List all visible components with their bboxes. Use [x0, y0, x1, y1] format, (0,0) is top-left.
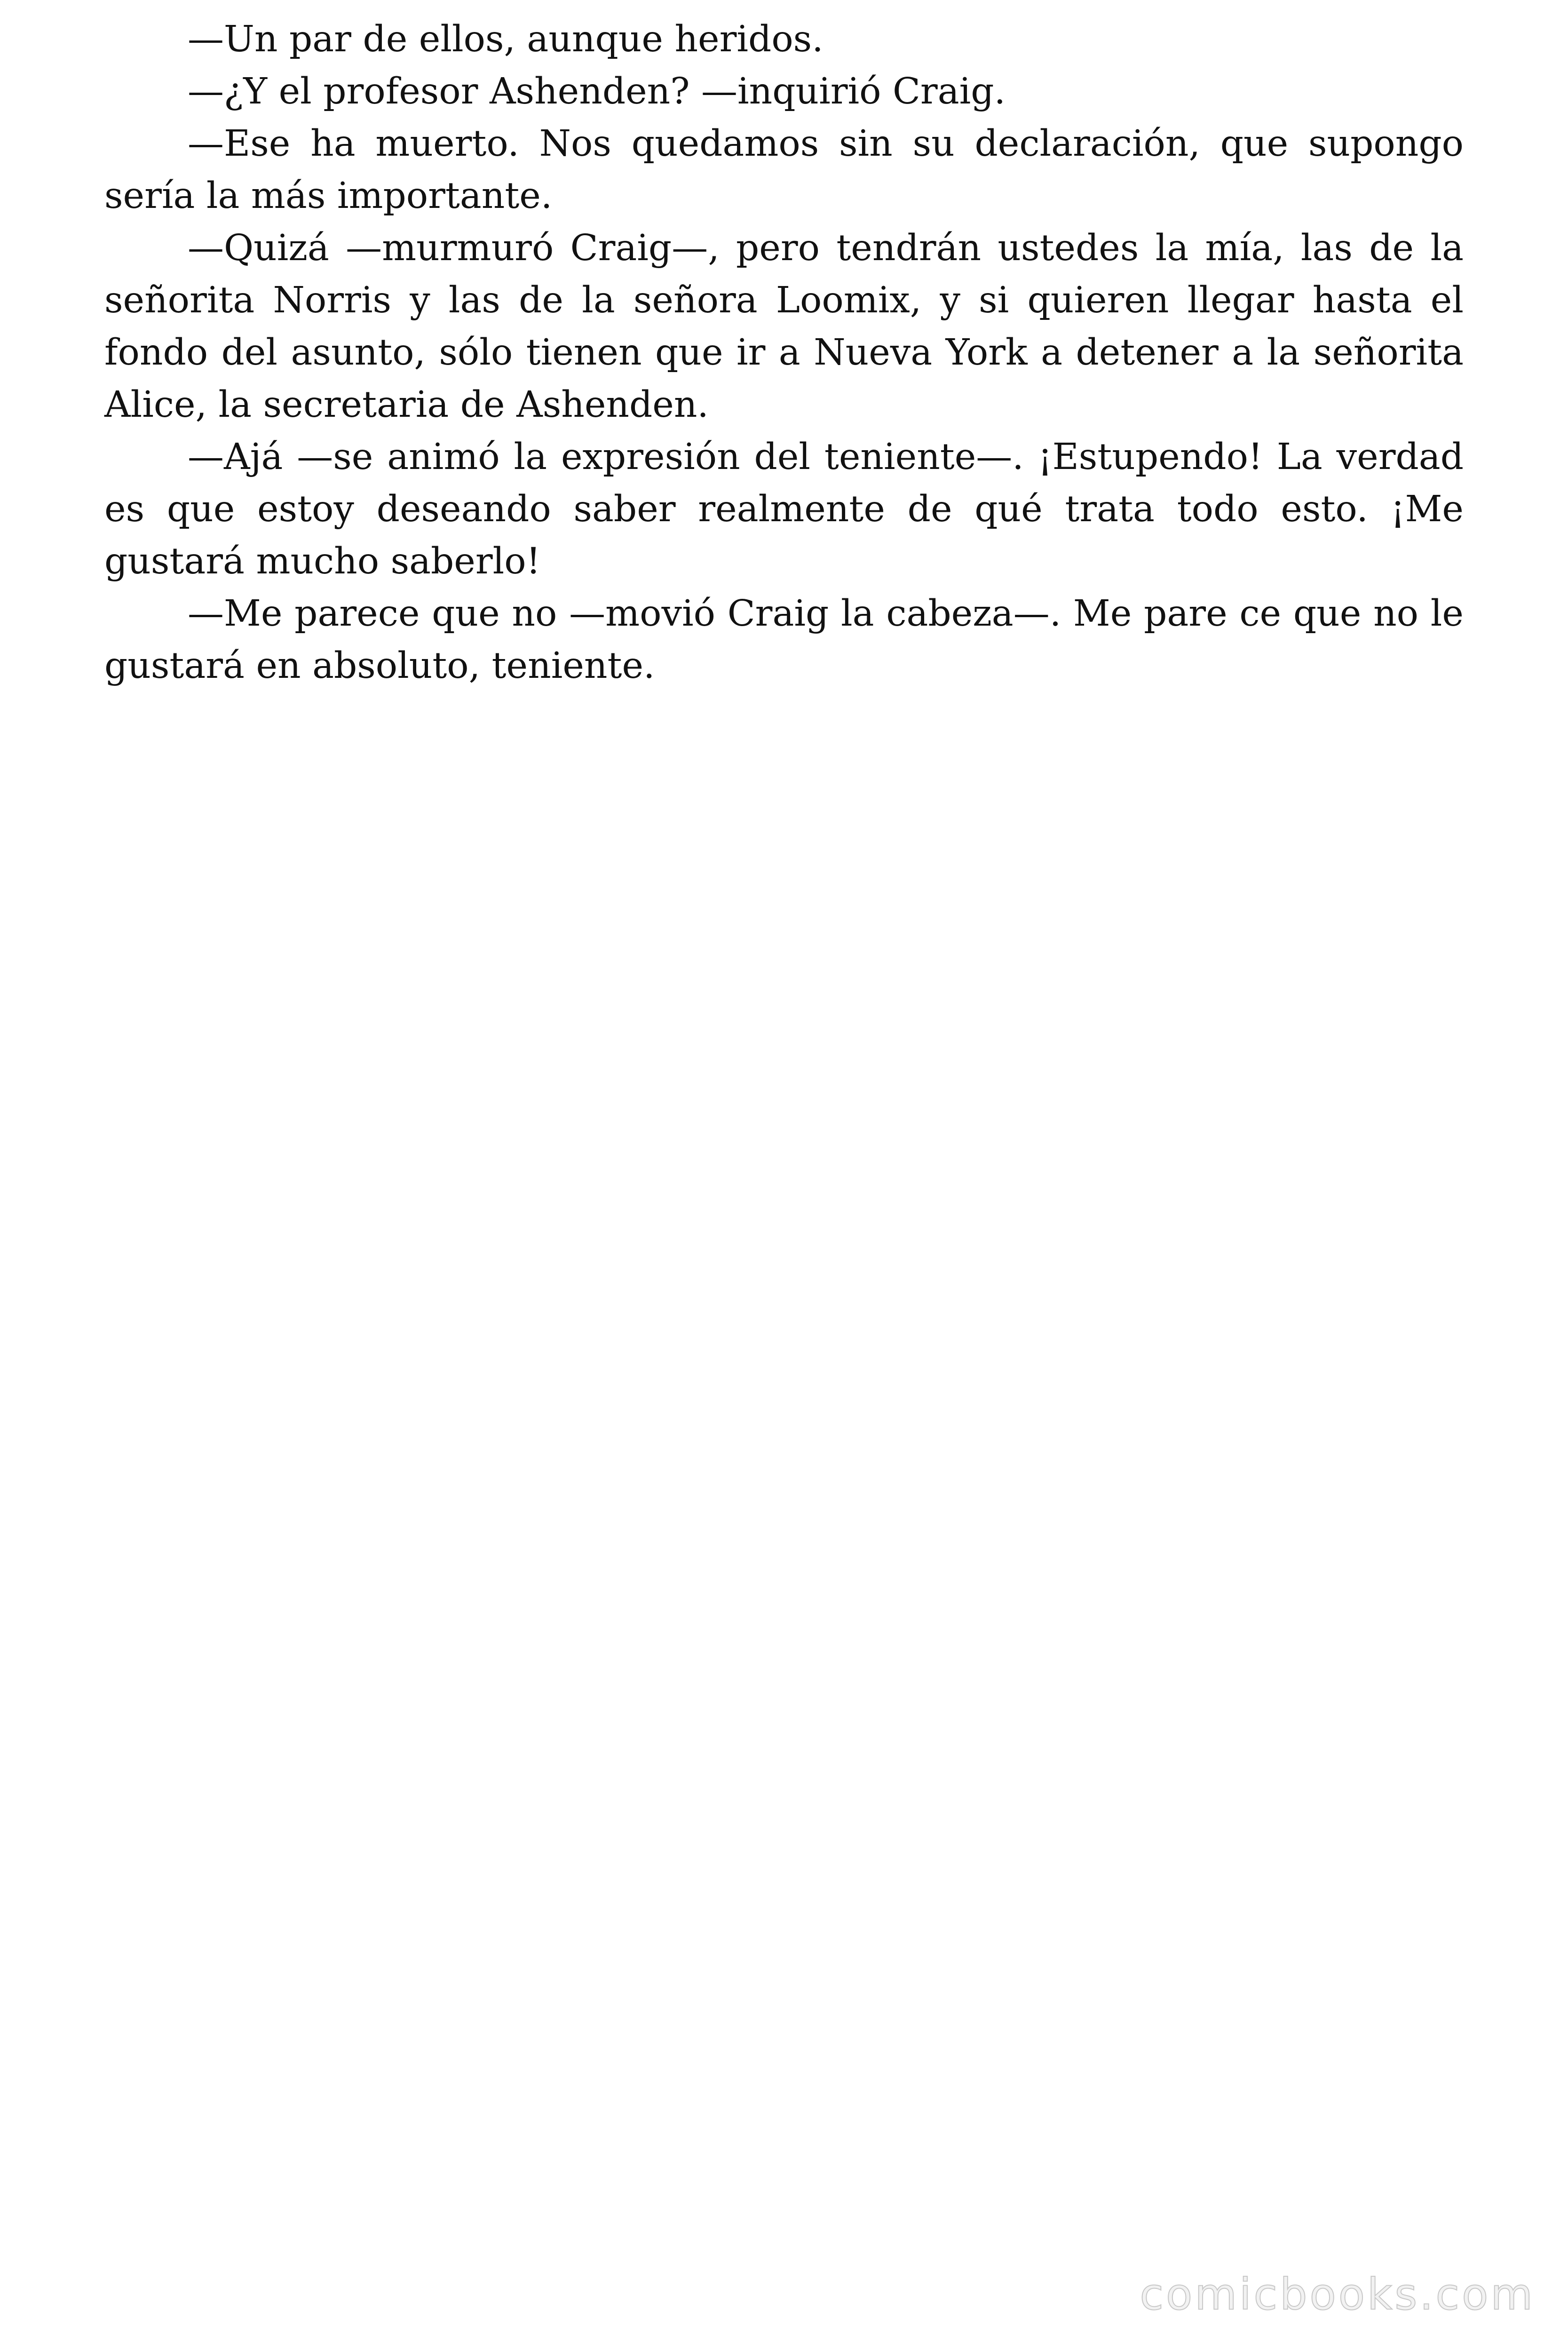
watermark: comicbooks.com [1140, 2269, 1535, 2320]
body-text [104, 13, 1464, 692]
paragraph-2: —¿Y el profesor Ashenden? —inquirió Craig. [188, 71, 1006, 112]
paragraph-3: —Ese ha muerto. Nos quedamos sin su declaración, que supongo sería la más importante. [104, 123, 1464, 217]
paragraph-1: —Un par de ellos, aunque heridos. [188, 18, 824, 60]
paragraph-5: —Ajá —se animó la expresión del teniente—. ¡Estupendo! La verdad es que estoy deseando saber realmente de qué trata todo esto. ¡Me gustará mucho saberlo! [104, 436, 1464, 582]
paragraph-4: —Quizá —murmuró Craig—, pero tendrán ustedes la mía, las de la señorita Norris y las de la señora Loomix, y si quieren llegar hasta el fondo del asunto, sólo tienen que ir a Nueva York a detener a la señorita Alice, la secretaria de Ashenden. [104, 227, 1464, 426]
paragraph-6: —Me parece que no —movió Craig la cabeza—. Me pare ce que no le gustará en absoluto, teniente. [104, 593, 1464, 687]
